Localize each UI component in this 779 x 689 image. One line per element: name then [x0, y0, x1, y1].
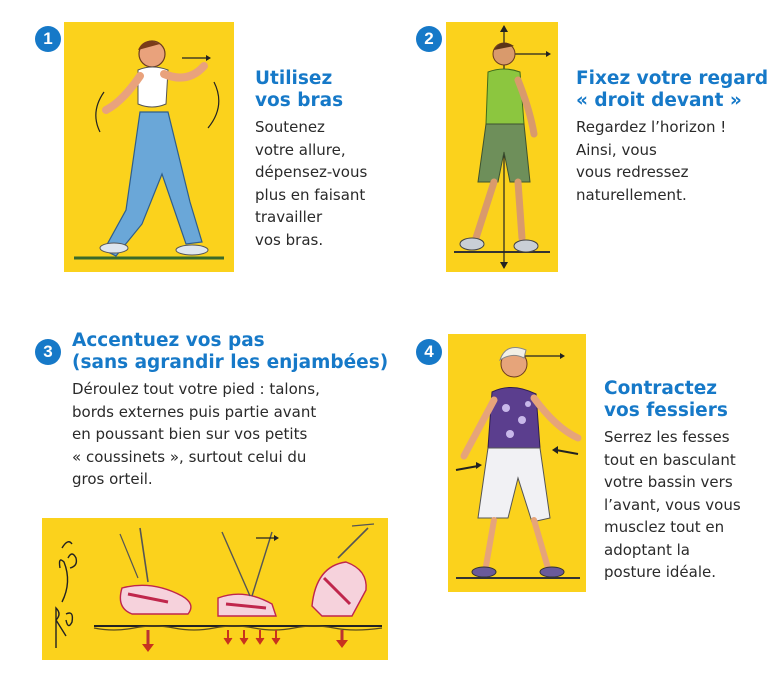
step-1-body-line: dépensez-vous: [255, 163, 368, 181]
step-4-title-line: Contractez: [604, 378, 718, 399]
step-3-body: [72, 378, 320, 491]
step-2-body-line: naturellement.: [576, 185, 687, 204]
step-1-body-line: vos bras.: [255, 230, 324, 249]
step-1-title: [255, 68, 343, 112]
step-3-title-line: (sans agrandir les enjambées): [72, 352, 389, 373]
step-4-body: [604, 426, 741, 584]
step-4-illustration: [448, 334, 586, 592]
step-4-body-line: musclez tout en: [604, 518, 725, 536]
step-1-title-line: Utilisez: [255, 68, 333, 89]
step-3-body-line: Déroulez tout votre pied : talons,: [72, 380, 320, 398]
step-1-body-line: Soutenez: [255, 118, 325, 136]
step-4-body-line: votre bassin vers: [604, 473, 733, 491]
step-4-body-line: Serrez les fesses: [604, 428, 730, 446]
step-2-title-line: Fixez votre regard: [576, 68, 769, 89]
step-2-body: [576, 116, 726, 206]
step-2-number-badge: 2: [416, 26, 442, 52]
step-3-title: [72, 330, 388, 374]
step-4-number-badge: 4: [416, 339, 442, 365]
step-1-body: [255, 116, 367, 251]
step-2-body-line: Regardez l’horizon !: [576, 118, 727, 136]
step-3-number-badge: 3: [35, 339, 61, 365]
step-4-body-line: posture idéale.: [604, 563, 717, 581]
step-4-title: [604, 378, 728, 422]
step-2-title: [576, 68, 768, 112]
step-3-illustration: [42, 518, 388, 660]
step-2-body-line: vous redressez: [576, 163, 689, 181]
step-3-body-line: « coussinets », surtout celui du: [72, 447, 307, 466]
step-1-number-badge: 1: [35, 26, 61, 52]
step-1-body-line: travailler: [255, 208, 323, 226]
step-4-title-line: vos fessiers: [604, 400, 728, 421]
step-4-body-line: adoptant la: [604, 540, 691, 559]
step-3-body-line: gros orteil.: [72, 470, 153, 488]
step-3-body-line: bords externes puis partie avant: [72, 402, 317, 421]
step-3-title-line: Accentuez vos pas: [72, 330, 265, 351]
step-4-body-line: tout en basculant: [604, 450, 736, 469]
step-1-body-line: votre allure,: [255, 140, 346, 159]
step-2-body-line: Ainsi, vous: [576, 140, 657, 159]
step-3-body-line: en poussant bien sur vos petits: [72, 425, 308, 443]
step-2-illustration: [446, 22, 558, 272]
step-4-body-line: l’avant, vous vous: [604, 495, 741, 514]
artist-signature: [56, 542, 76, 648]
step-1-body-line: plus en faisant: [255, 185, 366, 204]
step-1-title-line: vos bras: [255, 90, 344, 111]
step-1-illustration: [64, 22, 234, 272]
step-2-title-line: « droit devant »: [576, 90, 742, 111]
